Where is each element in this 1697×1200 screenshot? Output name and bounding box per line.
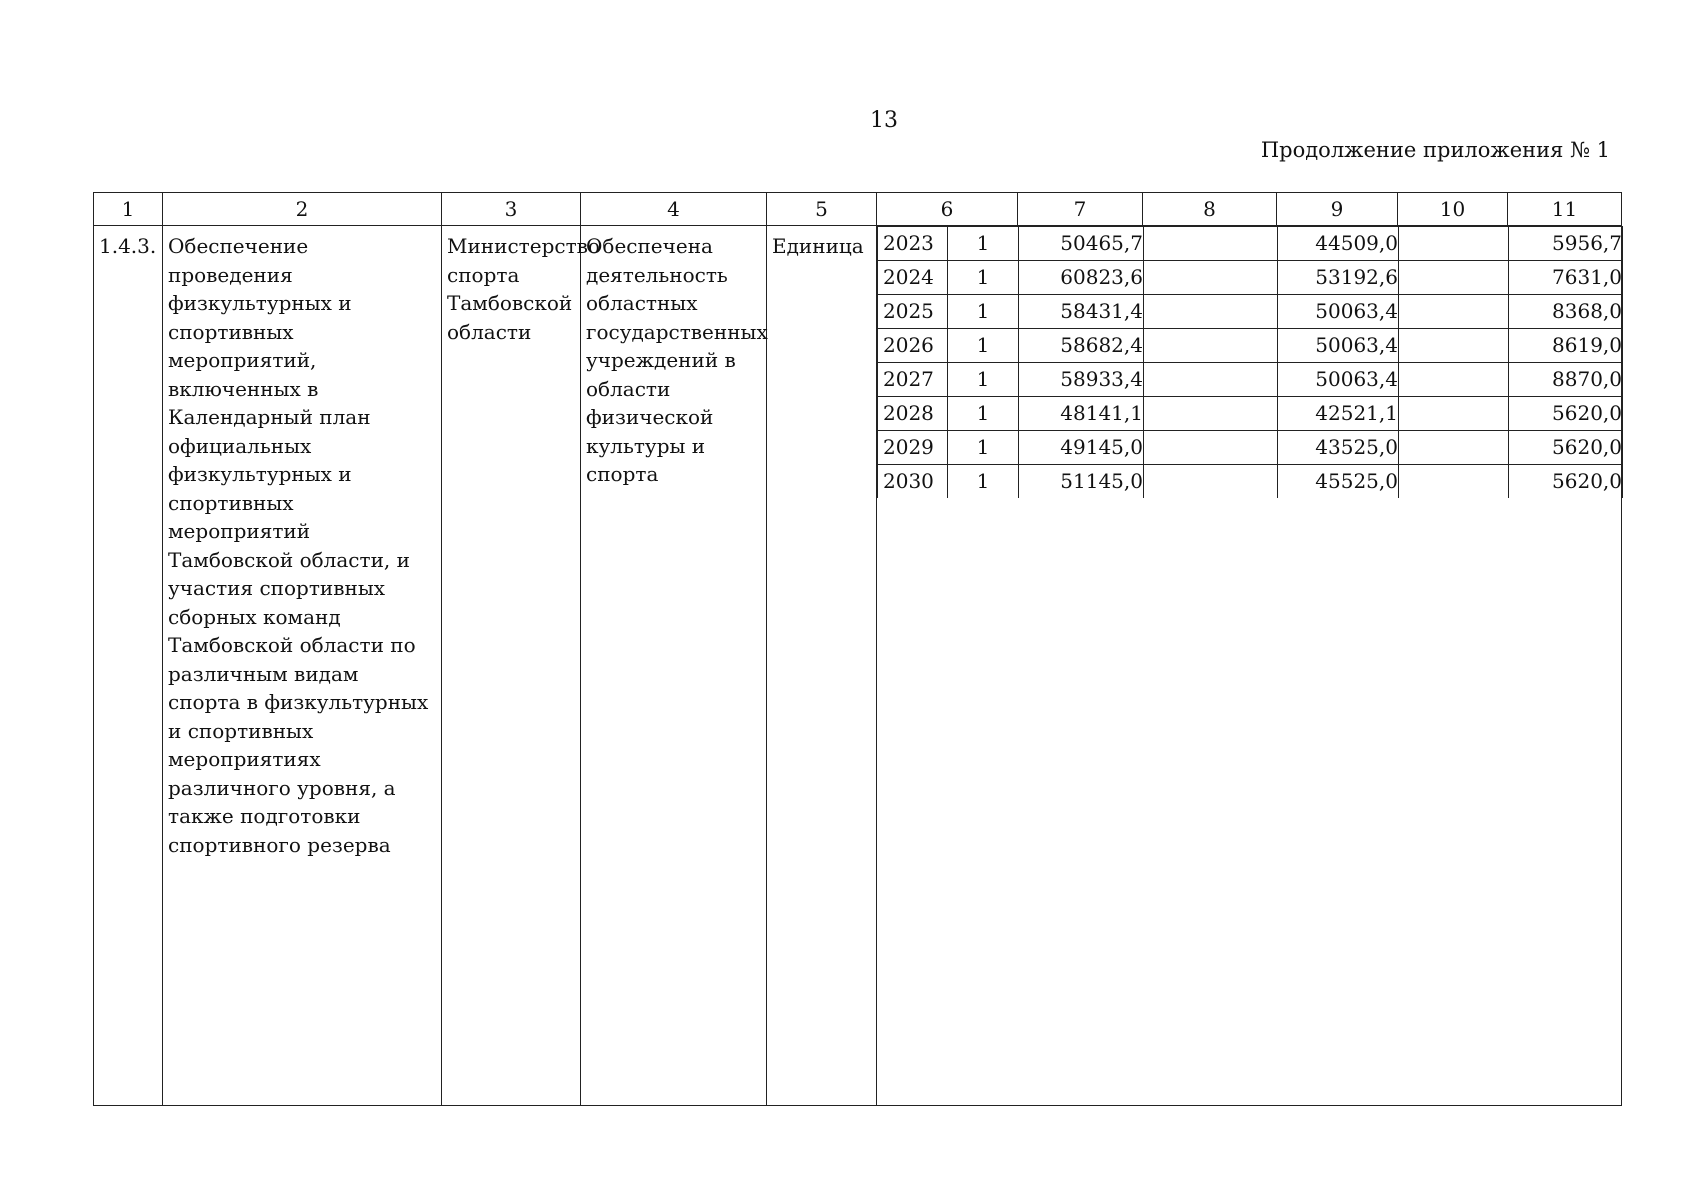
total-cell: 51145,0 xyxy=(1019,465,1144,499)
entry-code-cell xyxy=(94,226,163,1106)
entry-result-cell xyxy=(581,226,767,1106)
federal-cell xyxy=(1144,261,1278,295)
header-col-1: 1 xyxy=(94,193,163,226)
quantity-cell: 1 xyxy=(948,227,1019,261)
federal-cell xyxy=(1144,329,1278,363)
entry-responsible-cell xyxy=(442,226,600,1106)
regional-cell: 44509,0 xyxy=(1278,227,1399,261)
quantity-cell: 1 xyxy=(948,295,1019,329)
quantity-cell: 1 xyxy=(948,261,1019,295)
program-table xyxy=(93,192,1622,1106)
entry-responsible: Министерство спорта Тамбовской области xyxy=(447,234,600,344)
year-cell: 2023 xyxy=(878,227,948,261)
entry-unit-cell xyxy=(767,226,877,1106)
header-col-2: 2 xyxy=(163,193,442,226)
entry-row xyxy=(94,226,1622,1106)
total-cell: 48141,1 xyxy=(1019,397,1144,431)
year-cell: 2029 xyxy=(878,431,948,465)
table-row xyxy=(878,227,1623,261)
local-cell xyxy=(1399,465,1509,499)
regional-cell: 50063,4 xyxy=(1278,295,1399,329)
local-cell xyxy=(1399,363,1509,397)
header-col-6: 6 xyxy=(877,193,1018,226)
year-cell: 2027 xyxy=(878,363,948,397)
year-cell: 2024 xyxy=(878,261,948,295)
federal-cell xyxy=(1144,465,1278,499)
total-cell: 58682,4 xyxy=(1019,329,1144,363)
quantity-cell: 1 xyxy=(948,465,1019,499)
regional-cell: 53192,6 xyxy=(1278,261,1399,295)
yearly-values-cell xyxy=(877,226,1622,1106)
entry-unit: Единица xyxy=(772,234,864,258)
header-row xyxy=(94,193,1622,226)
header-col-11: 11 xyxy=(1508,193,1622,226)
extra-budget-cell: 8619,0 xyxy=(1509,329,1623,363)
regional-cell: 43525,0 xyxy=(1278,431,1399,465)
extra-budget-cell: 8368,0 xyxy=(1509,295,1623,329)
table-row xyxy=(878,295,1623,329)
header-col-8: 8 xyxy=(1143,193,1277,226)
header-col-10: 10 xyxy=(1398,193,1508,226)
total-cell: 49145,0 xyxy=(1019,431,1144,465)
total-cell: 50465,7 xyxy=(1019,227,1144,261)
extra-budget-cell: 5956,7 xyxy=(1509,227,1623,261)
extra-budget-cell: 7631,0 xyxy=(1509,261,1623,295)
year-cell: 2028 xyxy=(878,397,948,431)
extra-budget-cell: 5620,0 xyxy=(1509,431,1623,465)
year-cell: 2025 xyxy=(878,295,948,329)
table-row xyxy=(878,363,1623,397)
total-cell: 60823,6 xyxy=(1019,261,1144,295)
table-row xyxy=(878,431,1623,465)
year-cell: 2030 xyxy=(878,465,948,499)
quantity-cell: 1 xyxy=(948,431,1019,465)
quantity-cell: 1 xyxy=(948,329,1019,363)
header-col-4: 4 xyxy=(581,193,767,226)
entry-description-cell xyxy=(163,226,442,1106)
entry-result: Обеспечена деятельность областных государственных учреждений в области физической культуры и спорта xyxy=(586,234,768,486)
quantity-cell: 1 xyxy=(948,397,1019,431)
regional-cell: 50063,4 xyxy=(1278,329,1399,363)
table-row xyxy=(878,261,1623,295)
federal-cell xyxy=(1144,431,1278,465)
regional-cell: 50063,4 xyxy=(1278,363,1399,397)
local-cell xyxy=(1399,329,1509,363)
table-row xyxy=(878,329,1623,363)
header-col-9: 9 xyxy=(1277,193,1398,226)
federal-cell xyxy=(1144,363,1278,397)
year-cell: 2026 xyxy=(878,329,948,363)
total-cell: 58933,4 xyxy=(1019,363,1144,397)
local-cell xyxy=(1399,295,1509,329)
local-cell xyxy=(1399,261,1509,295)
page-number: 13 xyxy=(870,108,898,133)
total-cell: 58431,4 xyxy=(1019,295,1144,329)
quantity-cell: 1 xyxy=(948,363,1019,397)
local-cell xyxy=(1399,397,1509,431)
table-row xyxy=(878,397,1623,431)
extra-budget-cell: 8870,0 xyxy=(1509,363,1623,397)
extra-budget-cell: 5620,0 xyxy=(1509,465,1623,499)
federal-cell xyxy=(1144,397,1278,431)
local-cell xyxy=(1399,227,1509,261)
regional-cell: 45525,0 xyxy=(1278,465,1399,499)
header-col-5: 5 xyxy=(767,193,877,226)
header-col-3: 3 xyxy=(442,193,581,226)
entry-description: Обеспечение проведения физкультурных и спортивных мероприятий, включенных в Календарный план официальных физкультурных и спортивных мероприятий Тамбовской области, и участия спортивных сборных команд Тамбовской области по различным видам спорта в физкультурных и спортивных мероприятиях различного уровня, а также подготовки спортивного резерва xyxy=(168,234,429,857)
table-row xyxy=(878,465,1623,499)
extra-budget-cell: 5620,0 xyxy=(1509,397,1623,431)
federal-cell xyxy=(1144,295,1278,329)
federal-cell xyxy=(1144,227,1278,261)
entry-code: 1.4.3. xyxy=(99,234,157,258)
header-col-7: 7 xyxy=(1018,193,1143,226)
continuation-caption: Продолжение приложения № 1 xyxy=(1260,138,1610,162)
yearly-values-table xyxy=(877,226,1623,498)
regional-cell: 42521,1 xyxy=(1278,397,1399,431)
local-cell xyxy=(1399,431,1509,465)
